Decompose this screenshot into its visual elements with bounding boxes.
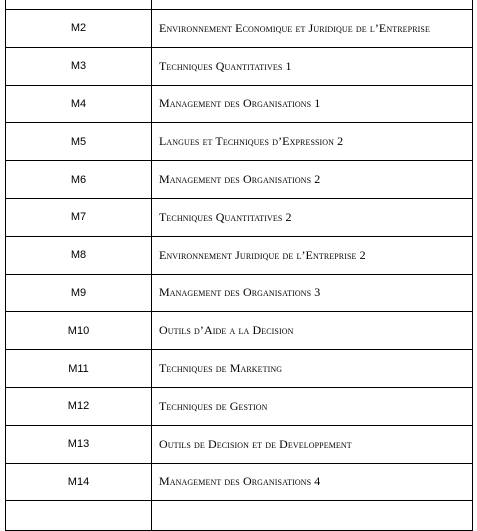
module-title: Management des Organisations 1	[152, 85, 473, 123]
module-title: Outils d’Aide a la Decision	[152, 312, 473, 350]
module-title: Techniques Quantitatives 2	[152, 198, 473, 236]
module-code: M2	[6, 10, 152, 48]
module-title: Techniques de Gestion	[152, 387, 473, 425]
modules-table-container	[5, 0, 473, 531]
table-row	[6, 161, 473, 199]
module-code-cell	[6, 0, 152, 10]
table-row	[6, 123, 473, 161]
module-code: M8	[6, 236, 152, 274]
module-title: Techniques de Marketing	[152, 350, 473, 388]
table-row	[6, 463, 473, 501]
module-title: Outils de Decision et de Developpement	[152, 425, 473, 463]
module-code: M11	[6, 350, 152, 388]
module-title: Management des Organisations 4	[152, 463, 473, 501]
table-row	[6, 47, 473, 85]
table-row	[6, 236, 473, 274]
module-code: M10	[6, 312, 152, 350]
module-code: M12	[6, 387, 152, 425]
module-title: Management des Organisations 3	[152, 274, 473, 312]
module-title: Techniques Quantitatives 1	[152, 47, 473, 85]
table-row	[6, 85, 473, 123]
module-code: M6	[6, 161, 152, 199]
table-row	[6, 312, 473, 350]
table-row	[6, 387, 473, 425]
module-title: Environnement Juridique de l’Entreprise 2	[152, 236, 473, 274]
table-row	[6, 10, 473, 48]
table-row-partial-top	[6, 0, 473, 10]
module-title: Environnement Economique et Juridique de l’Entreprise	[152, 10, 473, 48]
module-title: Management des Organisations 2	[152, 161, 473, 199]
module-code: M14	[6, 463, 152, 501]
module-code: M4	[6, 85, 152, 123]
module-title: Langues et Techniques d’Expression 2	[152, 123, 473, 161]
table-row	[6, 425, 473, 463]
table-row	[6, 350, 473, 388]
table-row	[6, 274, 473, 312]
modules-table	[5, 0, 473, 531]
module-title-cell	[152, 0, 473, 10]
module-code: M9	[6, 274, 152, 312]
module-code: M5	[6, 123, 152, 161]
module-code: M3	[6, 47, 152, 85]
module-code: M13	[6, 425, 152, 463]
module-code: M7	[6, 198, 152, 236]
table-row	[6, 198, 473, 236]
